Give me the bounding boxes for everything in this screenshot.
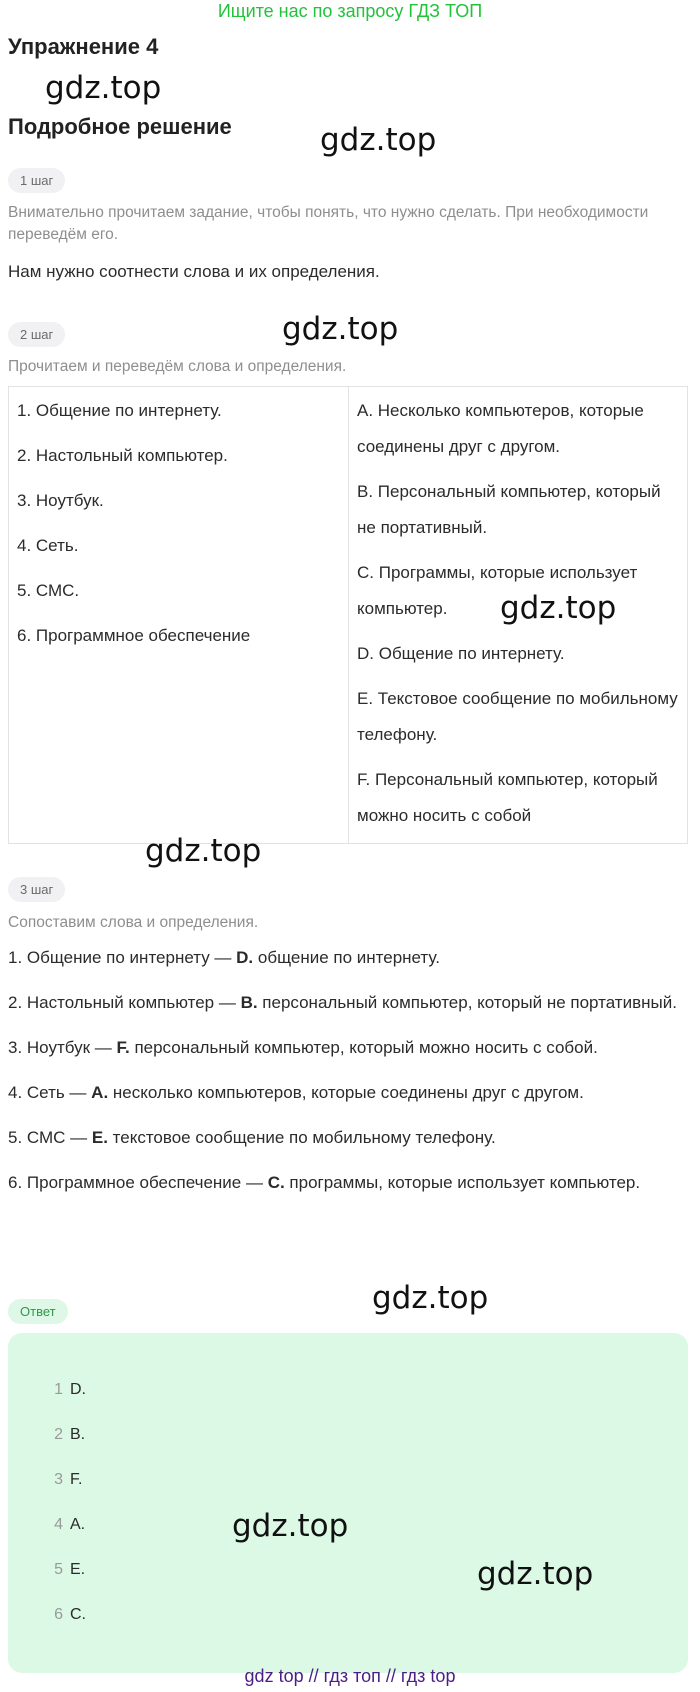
word-item: 3. Ноутбук.: [17, 491, 104, 510]
definition-item: D. Общение по интернету.: [357, 644, 565, 663]
watermark: gdz.top: [477, 1556, 594, 1592]
match-item: 4. Сеть — A. несколько компьютеров, которые соединены друг с другом.: [8, 1083, 584, 1102]
search-banner: Ищите нас по запросу ГДЗ ТОП: [217, 1, 483, 21]
word-item: 4. Сеть.: [17, 536, 79, 555]
match-item: 2. Настольный компьютер — B. персональный компьютер, который не портативный.: [8, 993, 677, 1012]
word-item: 5. СМС.: [17, 581, 80, 600]
answer-item: 5 E.: [54, 1561, 86, 1578]
step-1-hint: Внимательно прочитаем задание, чтобы понять, что нужно сделать. При необходимости переведём его.: [8, 204, 649, 243]
match-item: 3. Ноутбук — F. персональный компьютер, который можно носить с собой.: [8, 1038, 598, 1057]
match-list: [8, 940, 692, 1210]
watermark: gdz.top: [320, 122, 437, 158]
answer-badge: Ответ: [8, 1299, 68, 1324]
definition-item: A. Несколько компьютеров, которые соединены друг с другом.: [357, 401, 644, 456]
step-1-badge: 1 шаг: [8, 168, 65, 193]
definition-item: E. Текстовое сообщение по мобильному телефону.: [357, 689, 678, 744]
watermark: gdz.top: [232, 1508, 349, 1544]
step-3-badge: 3 шаг: [8, 877, 65, 902]
step-2-badge: 2 шаг: [8, 322, 65, 347]
footer-links[interactable]: gdz top // гдз топ // гдз top: [244, 1666, 456, 1686]
watermark: gdz.top: [372, 1280, 489, 1316]
watermark: gdz.top: [282, 311, 399, 347]
definition-item: B. Персональный компьютер, который не портативный.: [357, 482, 661, 537]
answer-item: 6 C.: [54, 1606, 86, 1623]
watermark: gdz.top: [500, 590, 617, 626]
match-item: 1. Общение по интернету — D. общение по интернету.: [8, 948, 440, 967]
answer-item: 2 B.: [54, 1426, 86, 1443]
answer-box: [8, 1333, 688, 1673]
step-3-hint: Сопоставим слова и определения.: [8, 914, 259, 931]
exercise-title: Упражнение 4: [8, 34, 159, 59]
answer-item: 4 A.: [54, 1516, 86, 1533]
word-item: 6. Программное обеспечение: [17, 626, 251, 645]
step-2-hint: Прочитаем и переведём слова и определения.: [8, 358, 347, 375]
definition-item: F. Персональный компьютер, который можно носить с собой: [357, 770, 658, 825]
word-item: 2. Настольный компьютер.: [17, 446, 228, 465]
answer-item: 1 D.: [54, 1381, 86, 1398]
match-item: 5. СМС — E. текстовое сообщение по мобильному телефону.: [8, 1128, 496, 1147]
match-item: 6. Программное обеспечение — C. программы, которые использует компьютер.: [8, 1173, 641, 1192]
words-column: [9, 387, 349, 843]
answer-item: 3 F.: [54, 1471, 83, 1488]
definition-item: C. Программы, которые использует компьютер.: [357, 563, 638, 618]
step-1-text: Нам нужно соотнести слова и их определения.: [8, 262, 380, 281]
word-item: 1. Общение по интернету.: [17, 401, 222, 420]
solution-title: Подробное решение: [8, 114, 232, 139]
watermark: gdz.top: [45, 70, 162, 106]
watermark: gdz.top: [145, 833, 262, 869]
